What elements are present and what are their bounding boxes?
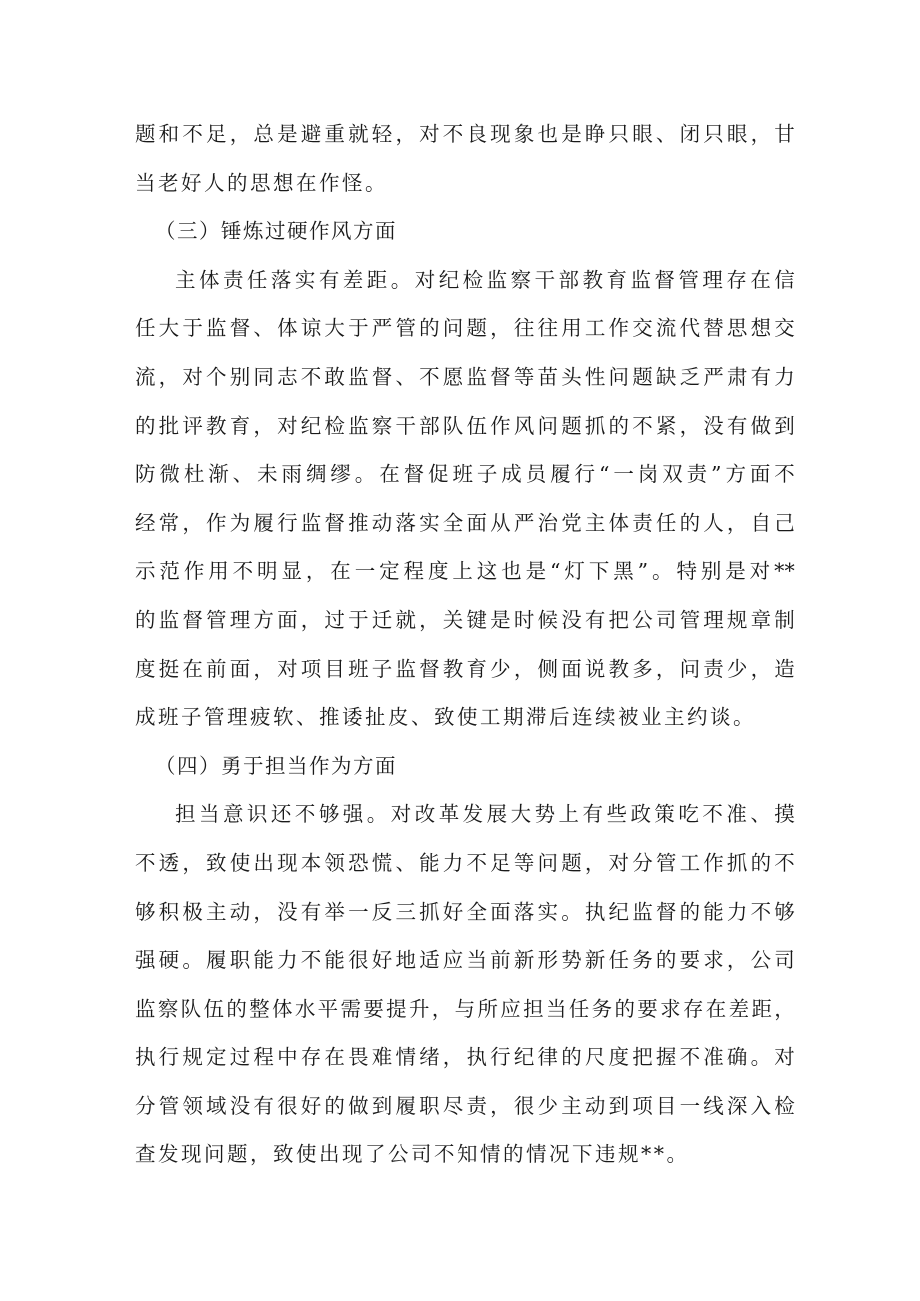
paragraph-line: 分管领域没有很好的做到履职尽责，很少主动到项目一线深入检 [135, 1093, 795, 1118]
paragraph-line: 成班子管理疲软、推诿扯皮、致使工期滞后连续被业主约谈。 [135, 705, 756, 730]
paragraph-line: 任大于监督、体谅大于严管的问题，往往用工作交流代替思想交 [135, 316, 795, 341]
section-heading: （四）勇于担当作为方面 [155, 753, 397, 778]
paragraph-line: 度挺在前面，对项目班子监督教育少，侧面说教多，问责少，造 [135, 656, 795, 681]
paragraph-line: 当老好人的思想在作怪。 [135, 170, 388, 195]
paragraph-line: 题和不足，总是避重就轻，对不良现象也是睁只眼、闭只眼，甘 [135, 122, 795, 146]
paragraph-line: 不透，致使出现本领恐慌、能力不足等问题，对分管工作抓的不 [135, 850, 795, 875]
paragraph-line: 的监督管理方面，过于迁就，关键是时候没有把公司管理规章制 [135, 607, 795, 632]
paragraph-line: 强硬。履职能力不能很好地适应当前新形势新任务的要求，公司 [135, 948, 795, 973]
paragraph-line: 够积极主动，没有举一反三抓好全面落实。执纪监督的能力不够 [135, 899, 795, 924]
document-body [135, 110, 795, 1179]
paragraph-line: 示范作用不明显，在一定程度上这也是“灯下黑”。特别是对** [135, 559, 795, 584]
section-heading: （三）锤炼过硬作风方面 [155, 219, 397, 244]
paragraph-line: 流，对个别同志不敢监督、不愿监督等苗头性问题缺乏严肃有力 [135, 364, 795, 389]
paragraph-line: 防微杜渐、未雨绸缪。在督促班子成员履行“一岗双责”方面不 [135, 462, 795, 487]
paragraph-line: 经常，作为履行监督推动落实全面从严治党主体责任的人，自己 [135, 510, 795, 535]
paragraph-line: 监察队伍的整体水平需要提升，与所应担当任务的要求存在差距， [135, 996, 795, 1021]
paragraph-line: 查发现问题，致使出现了公司不知情的情况下违规**。 [135, 1142, 690, 1167]
paragraph-line: 执行规定过程中存在畏难情绪，执行纪律的尺度把握不准确。对 [135, 1045, 795, 1070]
paragraph-line: 主体责任落实有差距。对纪检监察干部教育监督管理存在信 [175, 267, 795, 292]
paragraph-line: 担当意识还不够强。对改革发展大势上有些政策吃不准、摸 [175, 802, 795, 827]
paragraph-line: 的批评教育，对纪检监察干部队伍作风问题抓的不紧，没有做到 [135, 413, 795, 438]
